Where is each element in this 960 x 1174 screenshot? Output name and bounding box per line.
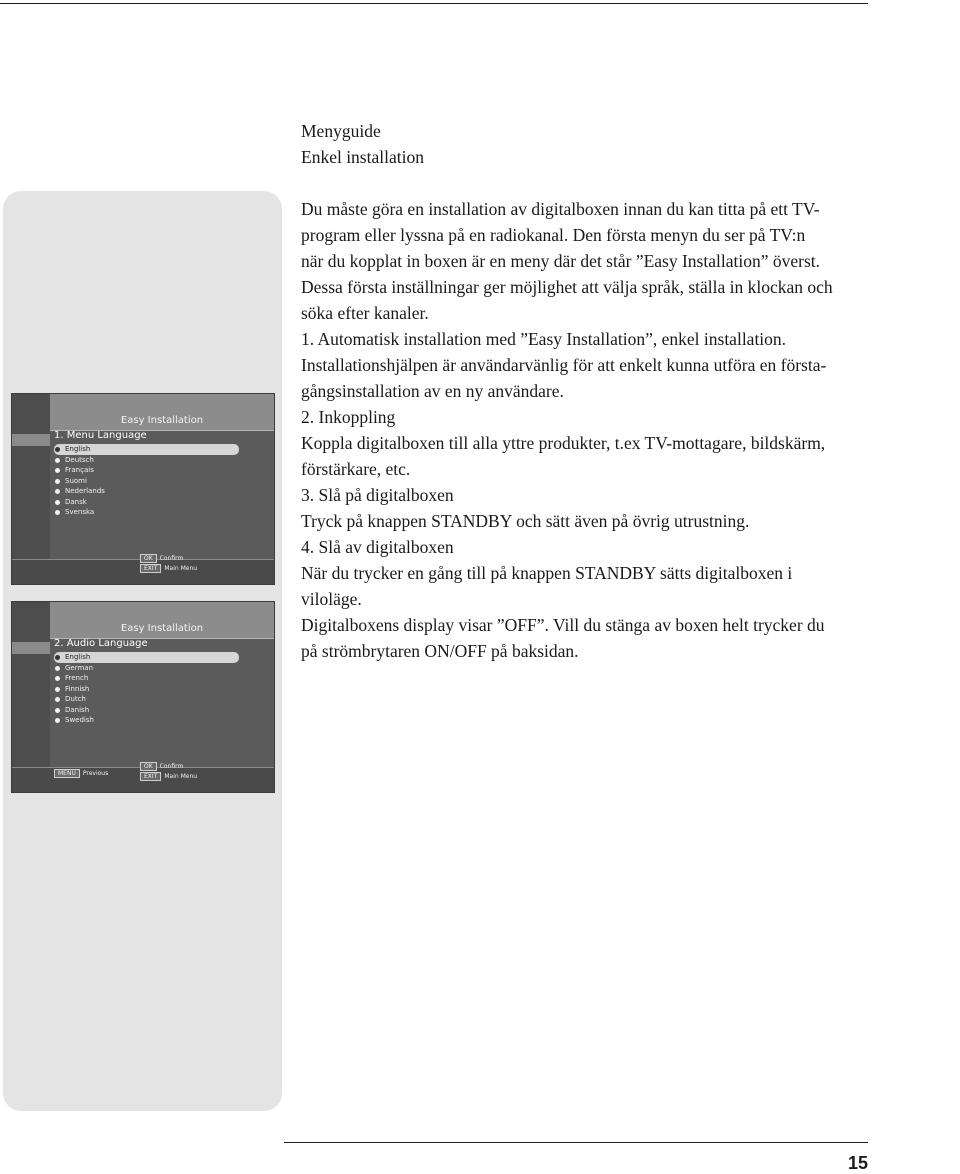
language-label: Danish bbox=[65, 705, 90, 714]
language-label: Swedish bbox=[65, 716, 94, 724]
screen-title: Easy Installation bbox=[120, 623, 204, 634]
radio-dot-icon bbox=[55, 458, 60, 463]
body-text bbox=[301, 196, 960, 664]
menu-key-cap: MENU bbox=[54, 769, 80, 778]
language-option bbox=[54, 507, 239, 518]
paragraph: 2. Inkoppling bbox=[301, 407, 396, 427]
paragraph: 4. Slå av digitalboxen bbox=[301, 537, 454, 557]
language-option bbox=[54, 486, 239, 497]
radio-dot-icon bbox=[55, 655, 60, 660]
language-label: Svenska bbox=[65, 508, 95, 516]
language-label: English bbox=[65, 653, 91, 661]
radio-dot-icon bbox=[55, 510, 60, 515]
language-label: Français bbox=[65, 466, 94, 474]
language-list bbox=[54, 444, 239, 518]
radio-dot-icon bbox=[55, 718, 60, 723]
language-option bbox=[54, 465, 239, 476]
language-option bbox=[54, 684, 239, 695]
ok-key-hint bbox=[140, 762, 183, 771]
subsection-title: Enkel installation bbox=[301, 147, 424, 167]
language-option bbox=[54, 497, 239, 508]
radio-dot-icon bbox=[55, 697, 60, 702]
top-rule bbox=[0, 3, 868, 4]
radio-dot-icon bbox=[55, 468, 60, 473]
language-label: Dansk bbox=[65, 497, 87, 506]
paragraph: 3. Slå på digitalboxen bbox=[301, 485, 454, 505]
language-label: Suomi bbox=[65, 476, 87, 485]
paragraph: Installationshjälpen är användarvänlig för att enkelt kunna utföra en första- gångsinstallation av en ny användare. bbox=[301, 355, 827, 401]
language-option bbox=[54, 663, 239, 674]
screen-side-panel bbox=[12, 602, 50, 792]
screen-heading: 2. Audio Language bbox=[54, 638, 148, 649]
radio-dot-icon bbox=[55, 708, 60, 713]
ok-key-cap: OK bbox=[140, 762, 157, 771]
paragraph: Du måste göra en installation av digitalboxen innan du kan titta på ett TV- program eller lyssna på en radiokanal. Den första menyn du ser på TV:n när du kopplat in boxen är en meny där det står ”Easy Installation” överst. Dessa första inställningar ger möjlighet att välja språk, ställa in klockan och söka efter kanaler. bbox=[301, 199, 833, 323]
paragraph: När du trycker en gång till på knappen STANDBY sätts digitalboxen i viloläge. bbox=[301, 563, 793, 609]
exit-key-label: Main Menu bbox=[164, 565, 198, 572]
language-option bbox=[54, 476, 239, 487]
radio-dot-icon bbox=[55, 479, 60, 484]
page-number: 15 bbox=[847, 1153, 868, 1173]
language-label: Nederlands bbox=[65, 487, 105, 495]
exit-key-cap: EXIT bbox=[140, 564, 161, 573]
language-label: Deutsch bbox=[65, 455, 94, 464]
language-option bbox=[54, 705, 239, 716]
language-option bbox=[54, 694, 239, 705]
exit-key-hint bbox=[140, 772, 197, 781]
tv-screenshot-menu-language bbox=[11, 393, 275, 585]
radio-dot-icon bbox=[55, 500, 60, 505]
language-option bbox=[54, 444, 239, 455]
paragraph: 1. Automatisk installation med ”Easy Installation”, enkel installation. bbox=[301, 329, 787, 349]
screen-heading: 1. Menu Language bbox=[54, 430, 147, 441]
paragraph: Digitalboxens display visar ”OFF”. Vill du stänga av boxen helt trycker du på strömbrytaren ON/OFF på baksidan. bbox=[301, 615, 825, 661]
language-label: Dutch bbox=[65, 695, 86, 703]
bottom-rule bbox=[284, 1142, 868, 1143]
language-label: German bbox=[65, 663, 94, 672]
section-heading bbox=[301, 118, 960, 170]
ok-key-hint bbox=[140, 554, 183, 563]
ok-key-label: Confirm bbox=[159, 763, 184, 770]
language-label: Finnish bbox=[65, 684, 90, 693]
language-list bbox=[54, 652, 239, 726]
ok-key-label: Confirm bbox=[159, 555, 184, 562]
menu-key-label: Previous bbox=[82, 770, 109, 777]
language-label: English bbox=[65, 445, 91, 453]
paragraph: Koppla digitalboxen till alla yttre produkter, t.ex TV-mottagare, bildskärm, förstärkare, etc. bbox=[301, 433, 826, 479]
menu-key-hint bbox=[54, 769, 108, 778]
tv-screenshot-audio-language bbox=[11, 601, 275, 793]
radio-dot-icon bbox=[55, 687, 60, 692]
screen-title: Easy Installation bbox=[120, 415, 204, 426]
exit-key-label: Main Menu bbox=[164, 773, 198, 780]
screen-side-panel bbox=[12, 394, 50, 584]
side-highlight bbox=[12, 642, 50, 654]
radio-dot-icon bbox=[55, 489, 60, 494]
language-option bbox=[54, 455, 239, 466]
radio-dot-icon bbox=[55, 666, 60, 671]
ok-key-cap: OK bbox=[140, 554, 157, 563]
paragraph: Tryck på knappen STANDBY och sätt även på övrig utrustning. bbox=[301, 511, 750, 531]
language-option bbox=[54, 715, 239, 726]
radio-dot-icon bbox=[55, 447, 60, 452]
language-label: French bbox=[65, 674, 89, 682]
language-option bbox=[54, 652, 239, 663]
section-title: Menyguide bbox=[301, 121, 381, 141]
radio-dot-icon bbox=[55, 676, 60, 681]
side-highlight bbox=[12, 434, 50, 446]
exit-key-cap: EXIT bbox=[140, 772, 161, 781]
exit-key-hint bbox=[140, 564, 197, 573]
language-option bbox=[54, 673, 239, 684]
